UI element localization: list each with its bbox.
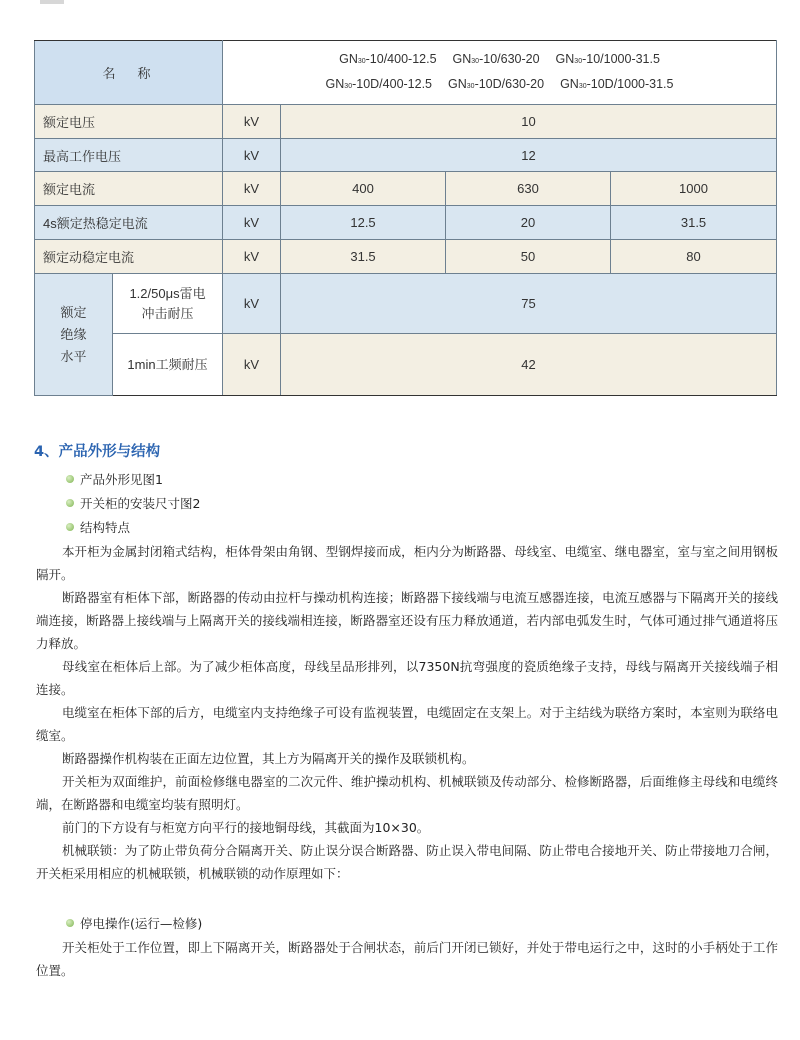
table-row — [35, 172, 777, 206]
table-row-impulse — [35, 274, 777, 334]
paragraph: 机械联锁：为了防止带负荷分合隔离开关、防止误分误合断路器、防止误入带电间隔、防止带电合接地开关、防止带接地刀合闸，开关柜采用相应的机械联锁，机械联锁的动作原理如下： — [36, 843, 778, 881]
top-mark — [40, 0, 64, 4]
row-value: 50 — [446, 240, 611, 274]
row-unit: kV — [223, 274, 281, 334]
bullet-text: 停电操作(运行—检修) — [80, 916, 203, 931]
spec-table — [34, 40, 777, 396]
row-unit: kV — [223, 172, 281, 206]
section-title: 4、产品外形与结构 — [34, 444, 161, 460]
table-header-row — [35, 41, 777, 105]
row-label: 最高工作电压 — [35, 139, 223, 172]
paragraph: 电缆室在柜体下部的后方，电缆室内支持绝缘子可设有监视装置，电缆固定在支架上。对于主结线为联络方案时，本室则为联络电缆室。 — [36, 705, 778, 743]
paragraph: 本开柜为金属封闭箱式结构，柜体骨架由角钢、型钢焊接而成，柜内分为断路器、母线室、电缆室、继电器室，室与室之间用钢板隔开。 — [36, 544, 778, 582]
table-row — [35, 105, 777, 139]
bullet-item — [66, 914, 202, 932]
bullet-dot-icon — [66, 919, 74, 927]
row-value: 12.5 — [281, 206, 446, 240]
row-value: 20 — [446, 206, 611, 240]
row-value: 31.5 — [281, 240, 446, 274]
row-value: 1000 — [611, 172, 777, 206]
paragraph: 前门的下方设有与柜宽方向平行的接地铜母线，其截面为10×30。 — [62, 820, 430, 835]
paragraph: 开关柜为双面维护，前面检修继电器室的二次元件、维护操动机构、机械联锁及传动部分、检修断路器，后面维修主母线和电缆终端，在断路器和电缆室均装有照明灯。 — [36, 774, 778, 812]
paragraph: 开关柜处于工作位置，即上下隔离开关，断路器处于合闸状态，前后门开闭已锁好，并处于带电运行之中，这时的小手柄处于工作位置。 — [36, 940, 778, 978]
row-value: 400 — [281, 172, 446, 206]
model-designation: GN30-10D/1000-31.5 — [560, 76, 674, 91]
name-header: 名称 — [35, 41, 223, 105]
table-row — [35, 139, 777, 172]
row-value: 10 — [281, 105, 777, 139]
bullet-text: 结构特点 — [80, 520, 131, 535]
row-label: 额定电压 — [35, 105, 223, 139]
body-paragraphs — [36, 540, 778, 885]
bullet-dot-icon — [66, 523, 74, 531]
group-line: 绝缘 — [60, 326, 87, 342]
table-row-frequency — [35, 334, 777, 396]
bullet-text: 产品外形见图1 — [80, 472, 163, 487]
row-label: 4s额定热稳定电流 — [35, 206, 223, 240]
row-label: 额定动稳定电流 — [35, 240, 223, 274]
row-unit: kV — [223, 334, 281, 396]
bullet-item — [66, 470, 163, 488]
impulse-line: 1.2/50μs雷电 — [129, 285, 206, 301]
bullet-item — [66, 494, 200, 512]
model-designation: GN30-10D/630-20 — [448, 76, 545, 91]
model-designation: GN30-10/1000-31.5 — [555, 51, 660, 66]
row-value: 42 — [281, 334, 777, 396]
row-value: 31.5 — [611, 206, 777, 240]
paragraph: 断路器操作机构装在正面左边位置，其上方为隔离开关的操作及联锁机构。 — [62, 751, 475, 766]
insulation-group-label — [35, 274, 113, 396]
frequency-label: 1min工频耐压 — [113, 334, 223, 396]
group-line: 水平 — [60, 348, 87, 364]
row-unit: kV — [223, 206, 281, 240]
row-value: 12 — [281, 139, 777, 172]
models-line-2 — [223, 73, 776, 98]
model-designation: GN30-10/630-20 — [452, 51, 540, 66]
bullet-dot-icon — [66, 499, 74, 507]
table-row — [35, 240, 777, 274]
paragraph: 断路器室有柜体下部，断路器的传动由拉杆与操动机构连接；断路器下接线端与电流互感器连接，电流互感器与下隔离开关的接线端连接，断路器上接线端与上隔离开关的接线端相连接，断路器室还设有压力释放通道，若内部电弧发生时，气体可通过排气通道将压力释放。 — [36, 590, 778, 651]
bullet-dot-icon — [66, 475, 74, 483]
row-unit: kV — [223, 139, 281, 172]
table-row — [35, 206, 777, 240]
impulse-label — [113, 274, 223, 334]
row-value: 630 — [446, 172, 611, 206]
models-cell — [223, 41, 777, 105]
row-label: 额定电流 — [35, 172, 223, 206]
body-paragraphs-2 — [36, 936, 778, 982]
paragraph: 母线室在柜体后上部。为了减少柜体高度，母线呈品形排列，以7350N抗弯强度的瓷质绝缘子支持，母线与隔离开关接线端子相连接。 — [36, 659, 778, 697]
model-designation: GN30-10/400-12.5 — [339, 51, 437, 66]
bullet-text: 开关柜的安装尺寸图2 — [80, 496, 201, 511]
model-designation: GN30-10D/400-12.5 — [325, 76, 433, 91]
row-unit: kV — [223, 240, 281, 274]
row-value: 75 — [281, 274, 777, 334]
models-line-1 — [223, 48, 776, 73]
row-unit: kV — [223, 105, 281, 139]
bullet-item — [66, 518, 130, 536]
impulse-line: 冲击耐压 — [141, 305, 194, 321]
group-line: 额定 — [60, 304, 87, 320]
row-value: 80 — [611, 240, 777, 274]
